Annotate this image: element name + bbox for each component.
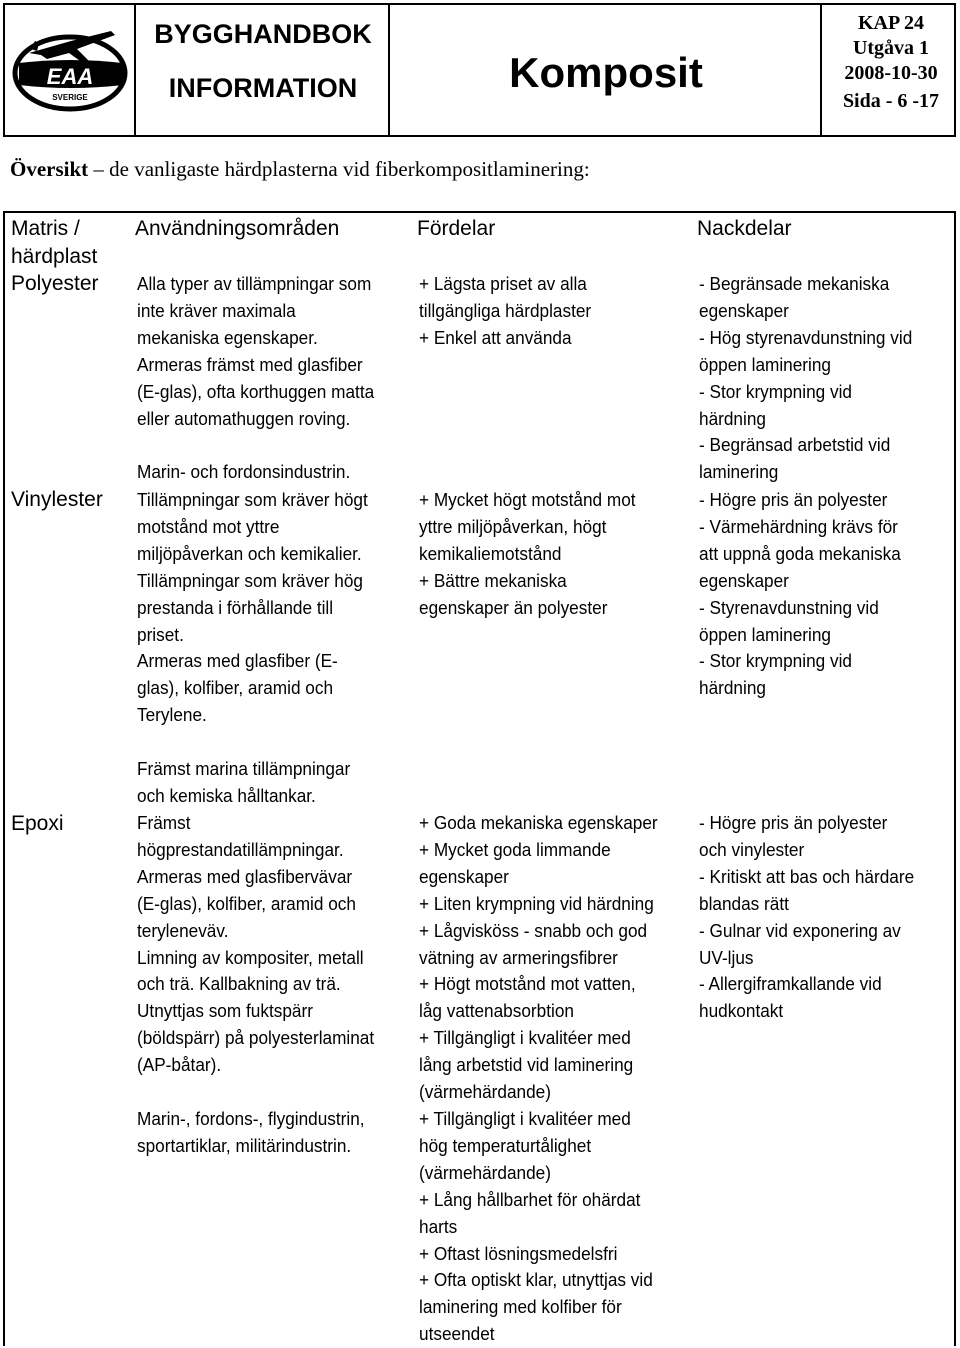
header-left-title-line1: BYGGHANDBOK bbox=[154, 19, 372, 49]
header-divider bbox=[134, 5, 136, 135]
row-label-epoxi: Epoxi bbox=[11, 812, 64, 835]
header-left-title-line2: INFORMATION bbox=[168, 73, 358, 103]
column-header-usage: Användningsområden bbox=[135, 217, 340, 240]
page-number: Sida - 6 -17 bbox=[842, 90, 940, 112]
vinylester-cons: - Högre pris än polyester - Värmehärdning krävs för att uppnå goda mekaniska egenskaper - Styrenavdunstning vid öppen laminering - Stor krympning vid härdning bbox=[699, 489, 901, 699]
section-heading bbox=[10, 157, 590, 182]
document-title: Komposit bbox=[509, 49, 703, 96]
vinylester-pros: + Mycket högt motstånd mot yttre miljöpåverkan, högt kemikaliemotstånd + Bättre mekaniska egenskaper än polyester bbox=[419, 489, 636, 618]
svg-text:SVERIGE: SVERIGE bbox=[52, 93, 88, 102]
chapter-label: KAP 24 bbox=[857, 12, 925, 34]
polyester-cons: - Begränsade mekaniska egenskaper - Hög styrenavdunstning vid öppen laminering - Stor krympning vid härdning - Begränsad arbetstid vid laminering bbox=[699, 273, 913, 483]
epoxi-usage: Främst högprestandatillämpningar. Armeras med glasfibervävar (E-glas), kolfiber, aramid och teryleneväv. Limning av kompositer, metall och trä. Kallbakning av trä. Utnyttjas som fuktspärr (böldspärr) på polyesterlaminat (AP-båtar). Marin-, fordons-, flygindustrin, sportartiklar, militärindustrin. bbox=[137, 812, 375, 1156]
polyester-usage: Alla typer av tillämpningar som inte kräver maximala mekaniska egenskaper. Armeras främst med glasfiber (E-glas), ofta korthuggen matta eller automathuggen roving. Marin- och fordonsindustrin. bbox=[137, 273, 375, 483]
date-label: 2008-10-30 bbox=[844, 62, 938, 84]
resin-comparison-table bbox=[3, 211, 956, 1346]
section-heading-rest: – de vanligaste härdplasterna vid fiberkompositlaminering: bbox=[88, 157, 590, 181]
row-label-polyester: Polyester bbox=[11, 272, 99, 295]
eaa-logo bbox=[11, 19, 129, 119]
row-label-vinylester: Vinylester bbox=[11, 488, 103, 511]
vinylester-usage: Tillämpningar som kräver högt motstånd mot yttre miljöpåverkan och kemikalier. Tillämpningar som kräver hög prestanda i förhållande till priset. Armeras med glasfiber (E- glas), kolfiber, aramid och Terylene. Främst marina tillämpningar och kemiska hålltankar. bbox=[137, 489, 368, 806]
svg-text:EAA: EAA bbox=[46, 64, 94, 89]
epoxi-pros: + Goda mekaniska egenskaper + Mycket goda limmande egenskaper + Liten krympning vid härdning + Lågvisköss - snabb och god vätning av armeringsfibrer + Högt motstånd mot vatten, låg vattenabsorbtion + Tillgängligt i kvalitéer med lång arbetstid vid laminering (värmehärdande) + Tillgängligt i kvalitéer med hög temperaturtålighet (värmehärdande) + Lång hållbarhet för ohärdat harts + Oftast lösningsmedelsfri + Ofta optiskt klar, utnyttjas vid laminering med kolfiber för utseendet bbox=[419, 812, 658, 1345]
header-divider bbox=[820, 5, 822, 135]
section-heading-strong: Översikt bbox=[10, 157, 89, 181]
document-header bbox=[3, 3, 956, 137]
edition-label: Utgåva 1 bbox=[852, 37, 930, 59]
column-header-cons: Nackdelar bbox=[697, 217, 792, 240]
polyester-pros: + Lägsta priset av alla tillgängliga härdplaster + Enkel att använda bbox=[419, 273, 592, 348]
header-divider bbox=[388, 5, 390, 135]
epoxi-cons: - Högre pris än polyester och vinylester - Kritiskt att bas och härdare blandas rätt - Gulnar vid exponering av UV-ljus - Allergiframkallande vid hudkontakt bbox=[699, 812, 915, 1022]
column-header-pros: Fördelar bbox=[417, 217, 496, 240]
column-header-matrix: Matris / härdplast bbox=[11, 217, 98, 268]
